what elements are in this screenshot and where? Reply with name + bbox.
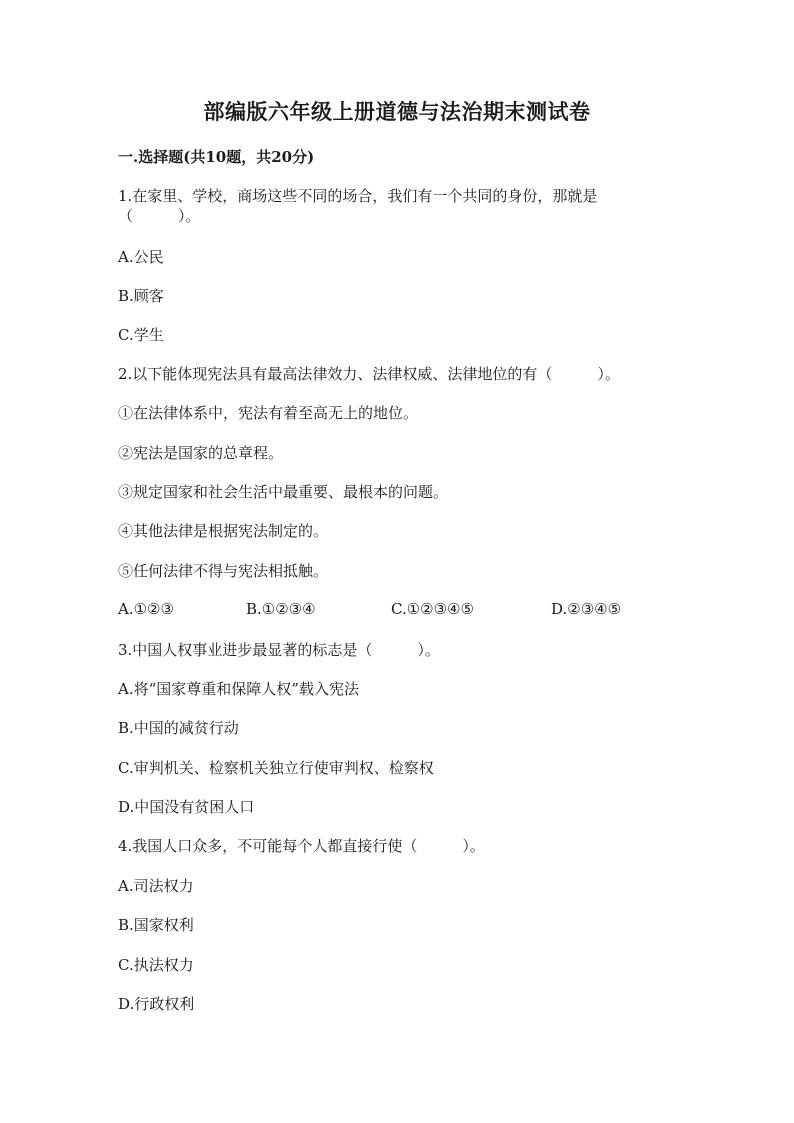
question-1-stem-continued: （ ）。 bbox=[118, 207, 201, 225]
question-4-option-c: C.执法权力 bbox=[118, 956, 194, 974]
section-heading: 一.选择题(共10题，共20分) bbox=[118, 148, 315, 166]
question-1-option-a: A.公民 bbox=[118, 248, 164, 266]
question-2-stem: 2.以下能体现宪法具有最高法律效力、法律权威、法律地位的有（ ）。 bbox=[118, 365, 620, 383]
question-2-statement-4: ④其他法律是根据宪法制定的。 bbox=[118, 522, 329, 540]
question-2-option-c: C.①②③④⑤ bbox=[391, 600, 474, 618]
question-3-option-b: B.中国的减贫行动 bbox=[118, 719, 239, 737]
question-2-option-a: A.①②③ bbox=[118, 600, 174, 618]
question-3-option-d: D.中国没有贫困人口 bbox=[118, 798, 255, 816]
page-title: 部编版六年级上册道德与法治期末测试卷 bbox=[203, 99, 591, 124]
question-3-option-c: C.审判机关、检察机关独立行使审判权、检察权 bbox=[118, 759, 434, 777]
question-2-statement-3: ③规定国家和社会生活中最重要、最根本的问题。 bbox=[118, 483, 449, 501]
question-2-option-d: D.②③④⑤ bbox=[551, 600, 622, 618]
question-1-option-c: C.学生 bbox=[118, 326, 164, 344]
question-3-option-a: A.将“国家尊重和保障人权”载入宪法 bbox=[118, 680, 359, 698]
question-2-statement-1: ①在法律体系中，宪法有着至高无上的地位。 bbox=[118, 404, 419, 422]
question-3-stem: 3.中国人权事业进步最显著的标志是（ ）。 bbox=[118, 641, 440, 659]
question-2-option-b: B.①②③④ bbox=[246, 600, 316, 618]
question-4-option-a: A.司法权力 bbox=[118, 877, 194, 895]
question-2-statement-5: ⑤任何法律不得与宪法相抵触。 bbox=[118, 562, 329, 580]
question-4-option-b: B.国家权利 bbox=[118, 916, 194, 934]
question-4-stem: 4.我国人口众多，不可能每个人都直接行使（ ）。 bbox=[118, 837, 485, 855]
question-2-statement-2: ②宪法是国家的总章程。 bbox=[118, 444, 284, 462]
question-4-option-d: D.行政权利 bbox=[118, 995, 195, 1013]
question-1-option-b: B.顾客 bbox=[118, 287, 164, 305]
question-1-stem: 1.在家里、学校，商场这些不同的场合，我们有一个共同的身份，那就是 bbox=[118, 187, 598, 205]
